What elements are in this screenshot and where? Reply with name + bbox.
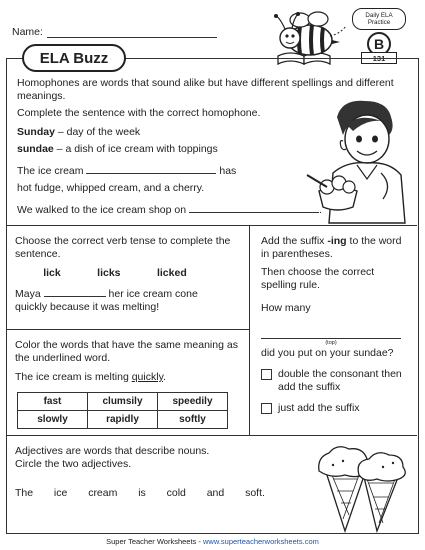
sentence1-blank[interactable] <box>86 164 216 174</box>
synonym-cell[interactable]: rapidly <box>88 411 158 429</box>
badge-line1: Daily ELA <box>365 12 393 19</box>
suffix-word: -ing <box>327 235 347 247</box>
footer-prefix: Super Teacher Worksheets - <box>106 537 203 546</box>
suffix-prefix: Add the suffix <box>261 235 328 247</box>
sentence-word[interactable]: cold <box>166 487 186 499</box>
ice-cream-cones-icon <box>303 439 413 533</box>
suffix-answer-line[interactable] <box>261 333 401 339</box>
underlined-word: quickly <box>131 371 164 383</box>
synonym-sentence-start: The ice cream is melting <box>15 371 132 383</box>
adjective-section <box>15 445 275 500</box>
def2-word: sundae <box>17 143 54 155</box>
verb-choices <box>25 267 205 279</box>
name-label: Name: <box>12 26 43 38</box>
sentence2-start: We walked to the ice cream shop on <box>17 204 187 216</box>
sentence-word[interactable]: ice <box>53 487 68 499</box>
verb-choice[interactable]: lick <box>43 267 61 279</box>
verb-sentence-end: her ice cream cone <box>108 288 198 300</box>
suffix-section <box>261 235 411 415</box>
homophone-intro: Homophones are words that sound alike but have different spellings and different meanings. <box>17 77 394 102</box>
option-just-add[interactable] <box>261 402 411 415</box>
adjective-line1: Adjectives are words that describe nouns. <box>15 445 210 457</box>
sentence-word[interactable]: soft. <box>245 487 265 499</box>
sentence-word[interactable]: and <box>206 487 225 499</box>
synonym-cell[interactable]: fast <box>18 393 88 411</box>
footer <box>0 537 425 546</box>
divider-vertical <box>249 225 250 435</box>
synonym-sentence <box>15 371 247 384</box>
suffix-instruction2: Then choose the correct spelling rule. <box>261 266 375 291</box>
def2-text: – a dish of ice cream with toppings <box>53 143 218 155</box>
suffix-suffix: to the word in parentheses. <box>261 235 402 260</box>
adjective-line2: Circle the two adjectives. <box>15 458 132 470</box>
synonym-sentence-end: . <box>163 371 166 383</box>
option2-label: just add the suffix <box>278 402 360 414</box>
table-row <box>18 411 228 429</box>
sentence-word[interactable]: cream <box>88 487 118 499</box>
sentence1-start: The ice cream <box>17 165 84 177</box>
boy-eating-ice-cream-icon <box>297 95 417 225</box>
verb-tense-section <box>15 235 245 314</box>
divider-2 <box>7 329 249 330</box>
suffix-instruction <box>261 235 411 261</box>
sentence2-end: . <box>318 204 322 216</box>
checkbox-double-consonant[interactable] <box>261 369 272 380</box>
verb-sentence-start: Maya <box>15 288 41 300</box>
sentence1-cont: hot fudge, whipped cream, and a cherry. <box>17 182 205 194</box>
suffix-hint: (top) <box>325 340 337 346</box>
verb-sentence-cont: quickly because it was melting! <box>15 301 160 313</box>
homophone-instruction: Complete the sentence with the correct homophone. <box>17 107 261 119</box>
divider-3 <box>7 435 417 436</box>
synonym-grid <box>17 392 228 429</box>
synonym-cell[interactable]: softly <box>158 411 228 429</box>
verb-instruction: Choose the correct verb tense to complete the sentence. <box>15 235 231 260</box>
synonym-instruction: Color the words that have the same meaning as the underlined word. <box>15 339 238 364</box>
def1-text: – day of the week <box>54 126 141 138</box>
badge-letter: B <box>367 32 391 56</box>
option-double-consonant[interactable] <box>261 368 411 394</box>
verb-choice[interactable]: licked <box>156 267 187 279</box>
divider-1 <box>7 225 417 226</box>
suffix-question-end: did you put on your sundae? <box>261 347 394 359</box>
sentence1-end: has <box>219 165 237 177</box>
synonym-section <box>15 339 247 429</box>
checkbox-just-add[interactable] <box>261 403 272 414</box>
badge-label <box>352 8 406 30</box>
badge-line2: Practice <box>367 19 391 26</box>
synonym-cell[interactable]: clumsily <box>88 393 158 411</box>
daily-practice-badge <box>352 8 406 64</box>
badge-number: 131 <box>361 52 397 64</box>
sentence-word[interactable]: is <box>138 487 146 499</box>
option1-label: double the consonant then add the suffix <box>278 368 402 393</box>
worksheet-frame <box>6 58 419 534</box>
verb-blank[interactable] <box>44 287 106 297</box>
def1-word: Sunday <box>17 126 55 138</box>
name-field[interactable] <box>47 27 217 38</box>
verb-choice[interactable]: licks <box>97 267 121 279</box>
page-title: ELA Buzz <box>22 44 126 72</box>
name-row <box>12 26 217 38</box>
synonym-cell[interactable]: speedily <box>158 393 228 411</box>
synonym-cell[interactable]: slowly <box>18 411 88 429</box>
verb-sentence <box>15 287 245 301</box>
table-row <box>18 393 228 411</box>
adjective-sentence <box>15 487 265 500</box>
sentence-word[interactable]: The <box>15 487 34 499</box>
suffix-question-start: How many <box>261 302 311 314</box>
footer-link[interactable]: www.superteacherworksheets.com <box>202 537 319 546</box>
